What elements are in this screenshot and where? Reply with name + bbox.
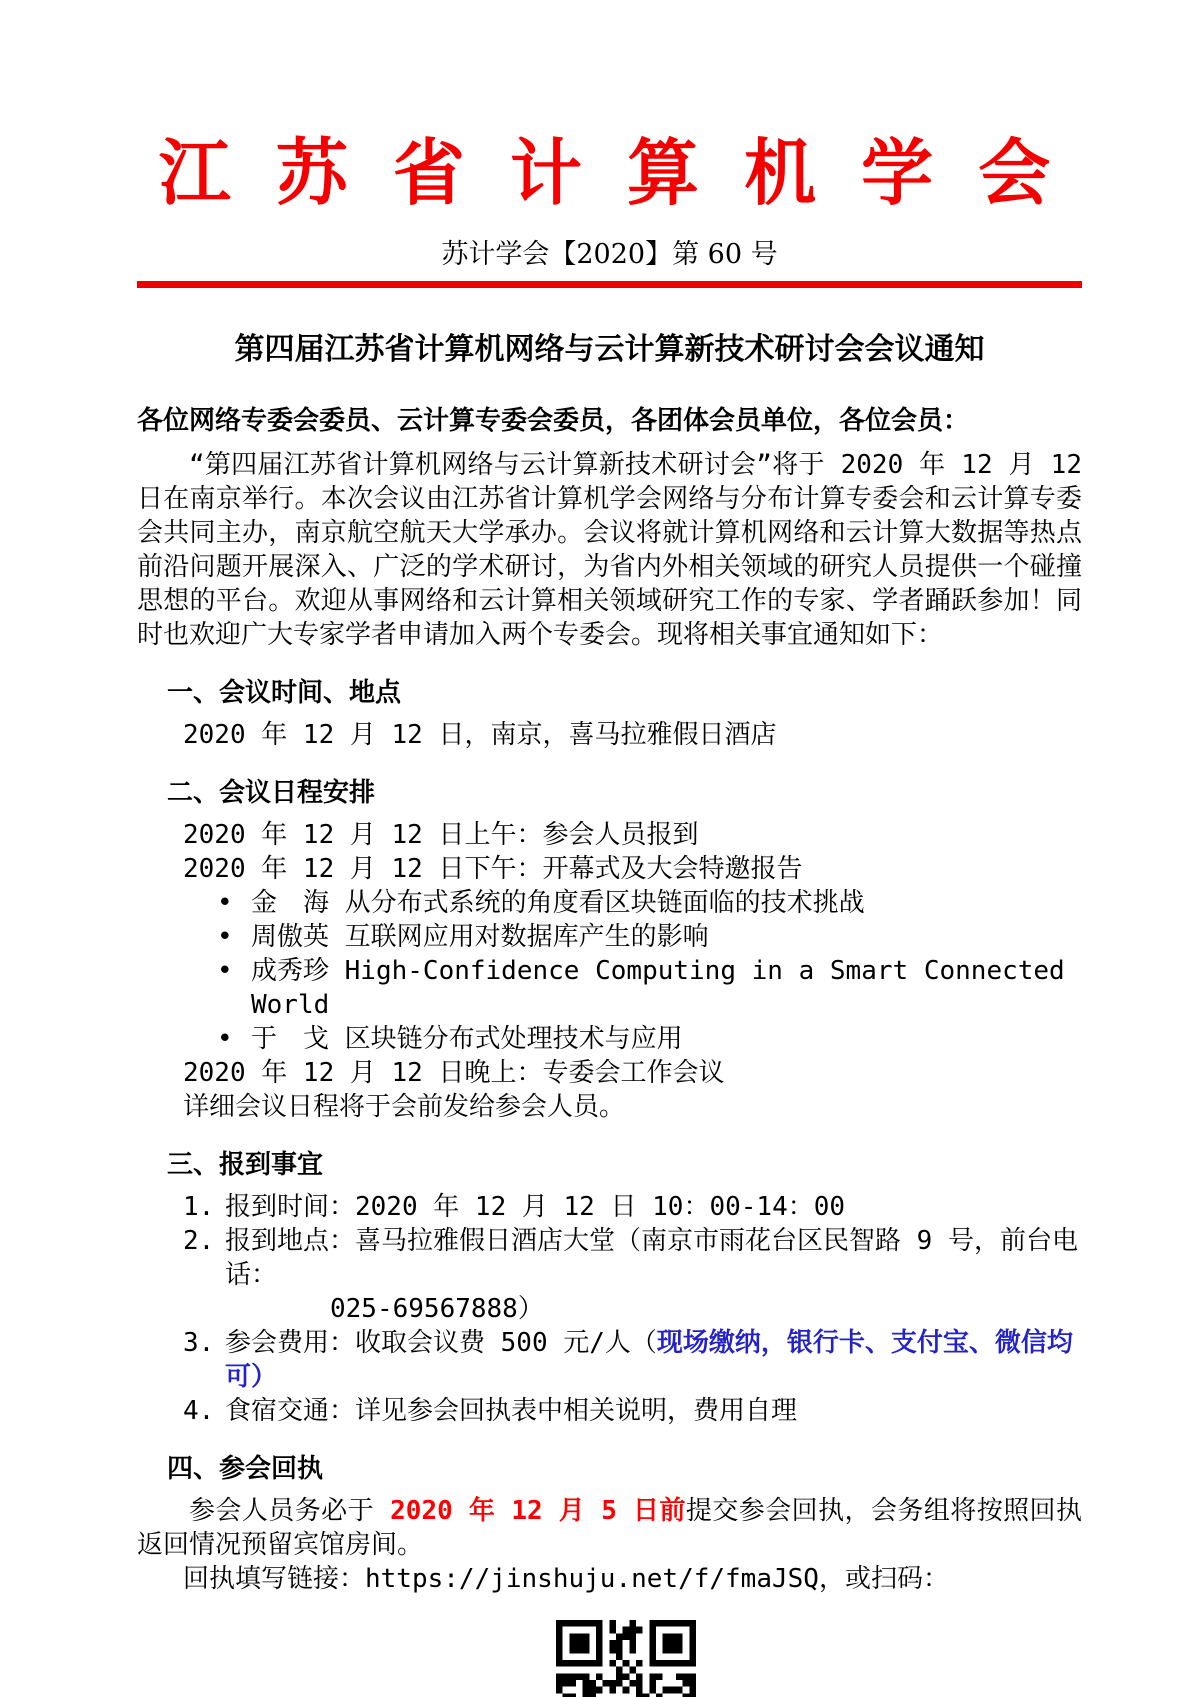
reply-form-link-line: 回执填写链接：https://jinshuju.net/f/fmaJSQ，或扫码： <box>183 1564 949 1594</box>
agenda-afternoon: 2020 年 12 月 12 日下午：开幕式及大会特邀报告 <box>183 854 803 884</box>
section1-line: 2020 年 12 月 12 日，南京，喜马拉雅假日酒店 <box>183 720 777 750</box>
item-number: 4. <box>183 1396 215 1426</box>
document-number: 苏计学会【2020】第 60 号 <box>441 239 778 270</box>
reply-text: 参会人员务必于 <box>189 1496 391 1526</box>
item-text-line1: 报到地点：喜马拉雅假日酒店大堂（南京市雨花台区民智路 9 号，前台电话： <box>225 1226 1078 1290</box>
item-text: 食宿交通：详见参会回执表中相关说明，费用自理 <box>225 1396 798 1426</box>
registration-item-fee <box>183 1326 1082 1394</box>
section3-heading: 三、报到事宜 <box>167 1150 324 1180</box>
section-agenda <box>137 776 1082 1124</box>
item-number: 3. <box>183 1328 215 1358</box>
section1-heading: 一、会议时间、地点 <box>167 678 402 708</box>
organization-title: 江 苏 省 计 算 机 学 会 <box>158 130 1061 215</box>
item-number: 2. <box>183 1226 215 1256</box>
agenda-note: 详细会议日程将于会前发给参会人员。 <box>183 1092 626 1122</box>
section2-heading: 二、会议日程安排 <box>167 778 376 808</box>
registration-item-time <box>183 1190 1082 1224</box>
section-time-place <box>137 676 1082 752</box>
section4-heading: 四、参会回执 <box>167 1454 324 1484</box>
reply-paragraph <box>137 1494 1082 1562</box>
agenda-evening: 2020 年 12 月 12 日晚上：专委会工作会议 <box>183 1058 725 1088</box>
salutation-line: 各位网络专委会委员、云计算专委会委员，各团体会员单位，各位会员： <box>137 406 970 436</box>
talk-item: • 周傲英 互联网应用对数据库产生的影响 <box>217 920 1082 954</box>
notice-title: 第四届江苏省计算机网络与云计算新技术研讨会会议通知 <box>234 332 985 367</box>
qr-code-container <box>137 1620 1082 1697</box>
talk-item: • 于 戈 区块链分布式处理技术与应用 <box>217 1022 1082 1056</box>
reply-text-suffix: 提交参会回执，会务组将按照回执返回情况预留宾馆房间。 <box>137 1496 1082 1560</box>
fee-payment-methods-highlight: 现场缴纳，银行卡、支付宝、微信均可） <box>225 1328 1073 1392</box>
section-registration <box>137 1148 1082 1428</box>
reply-deadline-highlight: 2020 年 12 月 5 日前 <box>390 1496 686 1526</box>
talk-item: • 成秀珍 High-Confidence Computing in a Smart Connected World <box>217 954 1082 1022</box>
item-text: 报到时间：2020 年 12 月 12 日 10：00-14：00 <box>225 1192 846 1222</box>
item-text <box>225 1224 1082 1326</box>
qr-code <box>556 1620 696 1697</box>
item-number: 1. <box>183 1192 215 1222</box>
header-divider-rule <box>137 281 1082 288</box>
talk-item: • 金 海 从分布式系统的角度看区块链面临的技术挑战 <box>217 886 1082 920</box>
fee-text: 参会费用：收取会议费 500 元/人（ <box>225 1328 657 1358</box>
intro-paragraph: “第四届江苏省计算机网络与云计算新技术研讨会”将于 2020 年 12 月 12 日在南京举行。本次会议由江苏省计算机学会网络与分布计算专委会和云计算专委会共同主办，南京航空航天大学承办。会议将就计算机网络和云计算大数据等热点前沿问题开展深入、广泛的学术研讨，为省内外相关领域的研究人员提供一个碰撞思想的平台。欢迎从事网络和云计算相关领域研究工作的专家、学者踊跃参加！同时也欢迎广大专家学者申请加入两个专委会。现将相关事宜通知如下： <box>137 450 1082 650</box>
agenda-morning: 2020 年 12 月 12 日上午：参会人员报到 <box>183 820 699 850</box>
registration-item-place <box>183 1224 1082 1326</box>
section-reply <box>137 1452 1082 1596</box>
invited-talks-list <box>137 886 1082 1056</box>
item-text-line2-phone: 025-69567888） <box>330 1294 544 1324</box>
registration-item-lodging <box>183 1394 1082 1428</box>
item-text <box>225 1326 1082 1394</box>
